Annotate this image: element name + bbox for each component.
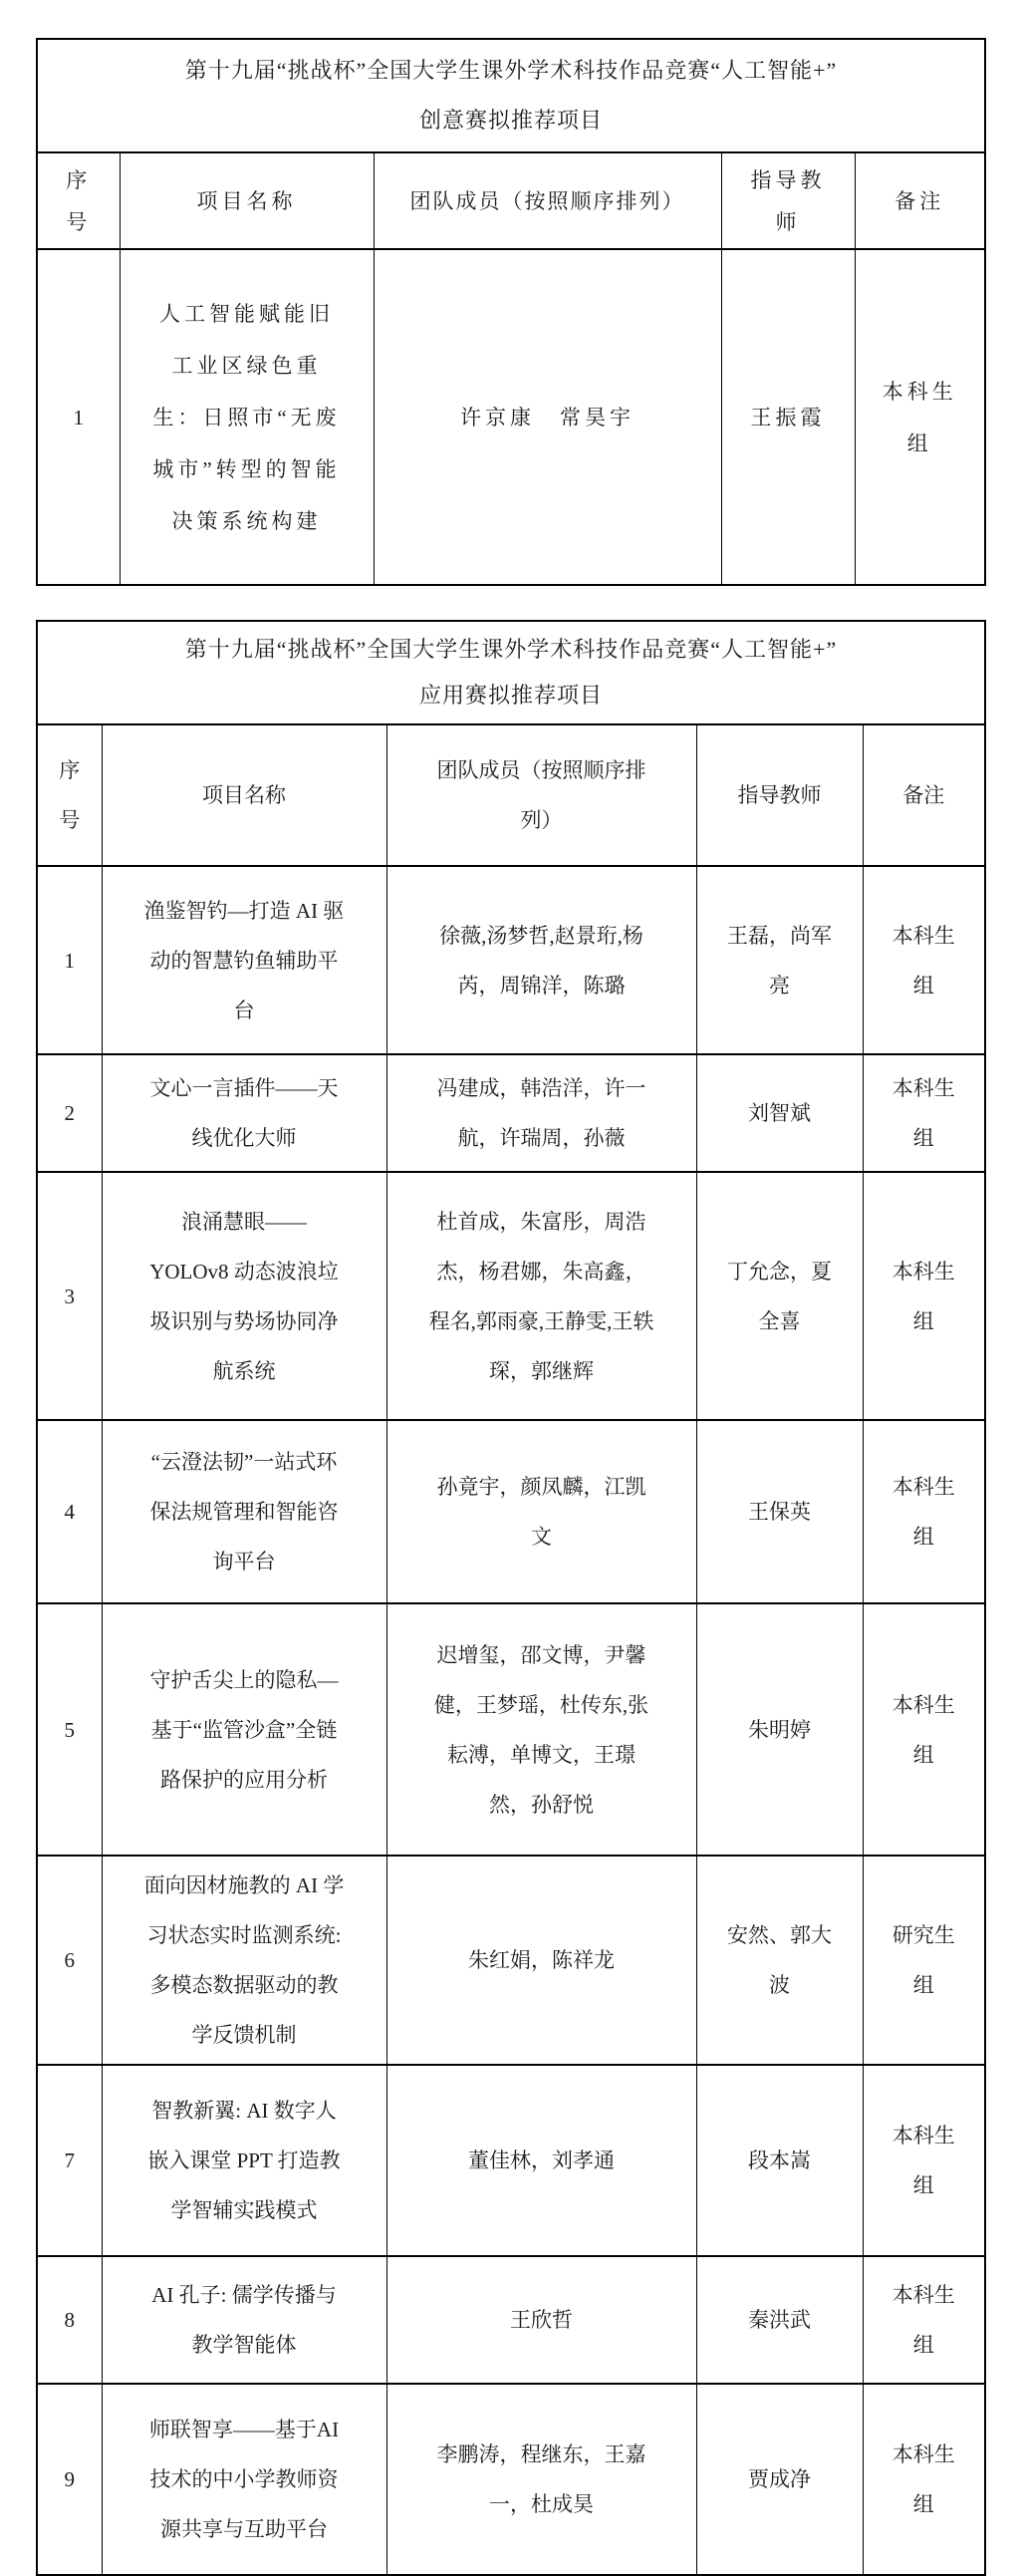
table-title-line1: 第十九届“挑战杯”全国大学生课外学术科技作品竞赛“人工智能+” <box>184 637 838 662</box>
table-row <box>37 866 985 1054</box>
advisors-cell: 丁允念，夏全喜 <box>696 1172 863 1420</box>
advisors-cell: 王磊，尚军亮 <box>696 866 863 1054</box>
remark-cell: 本科生组 <box>863 866 985 1054</box>
advisors-cell: 刘智斌 <box>696 1054 863 1172</box>
col-header-team-members: 团队成员（按照顺序排列） <box>374 152 721 249</box>
table-row <box>37 2384 985 2575</box>
col-header-advisors: 指导教师 <box>721 152 855 249</box>
col-header-team-members: 团队成员（按照顺序排列） <box>386 724 696 866</box>
team-members-cell: 朱红娟，陈祥龙 <box>386 1856 696 2065</box>
remark-cell: 本科生组 <box>855 249 985 585</box>
project-name-cell: 守护舌尖上的隐私—基于“监管沙盒”全链路保护的应用分析 <box>102 1603 386 1856</box>
project-name-cell: “云澄法韧”一站式环保法规管理和智能咨询平台 <box>102 1420 386 1603</box>
project-name-cell: 文心一言插件——天线优化大师 <box>102 1054 386 1172</box>
serial-cell: 7 <box>37 2065 102 2256</box>
project-name-cell: 师联智享——基于AI 技术的中小学教师资源共享与互助平台 <box>102 2384 386 2575</box>
table-title-row <box>37 39 985 152</box>
table-title <box>37 39 985 152</box>
advisors-cell: 王振霞 <box>721 249 855 585</box>
team-members-cell: 许京康 常昊宇 <box>374 249 721 585</box>
competition-table-creative <box>36 38 986 586</box>
project-name-cell: AI 孔子: 儒学传播与教学智能体 <box>102 2256 386 2384</box>
team-members-cell: 李鹏涛，程继东，王嘉一，杜成昊 <box>386 2384 696 2575</box>
team-members-cell: 王欣哲 <box>386 2256 696 2384</box>
table-row <box>37 249 985 585</box>
remark-cell: 本科生组 <box>863 1420 985 1603</box>
col-header-remark: 备注 <box>855 152 985 249</box>
remark-cell: 本科生组 <box>863 2256 985 2384</box>
serial-cell: 1 <box>37 866 102 1054</box>
serial-cell: 2 <box>37 1054 102 1172</box>
col-header-remark: 备注 <box>863 724 985 866</box>
team-members-cell: 冯建成，韩浩洋，许一航，许瑞周，孙薇 <box>386 1054 696 1172</box>
serial-cell: 9 <box>37 2384 102 2575</box>
serial-cell: 4 <box>37 1420 102 1603</box>
table-title-row <box>37 621 985 724</box>
col-header-serial: 序号 <box>37 724 102 866</box>
table-row <box>37 1856 985 2065</box>
table-row <box>37 2065 985 2256</box>
team-members-cell: 杜首成，朱富彤，周浩杰，杨君娜，朱高鑫，程名,郭雨豪,王静雯,王轶琛，郭继辉 <box>386 1172 696 1420</box>
table-header-row <box>37 152 985 249</box>
team-members-cell: 徐薇,汤梦哲,赵景珩,杨芮，周锦洋，陈璐 <box>386 866 696 1054</box>
col-header-advisors: 指导教师 <box>696 724 863 866</box>
table-row <box>37 1172 985 1420</box>
serial-cell: 6 <box>37 1856 102 2065</box>
project-name-cell: 面向因材施教的 AI 学习状态实时监测系统:多模态数据驱动的教学反馈机制 <box>102 1856 386 2065</box>
advisors-cell: 王保英 <box>696 1420 863 1603</box>
table-row <box>37 2256 985 2384</box>
competition-table-application <box>36 620 986 2576</box>
project-name-cell: 渔鉴智钓—打造 AI 驱动的智慧钓鱼辅助平台 <box>102 866 386 1054</box>
table-title-line1: 第十九届“挑战杯”全国大学生课外学术科技作品竞赛“人工智能+” <box>184 58 838 83</box>
advisors-cell: 秦洪武 <box>696 2256 863 2384</box>
table-header-row <box>37 724 985 866</box>
remark-cell: 研究生组 <box>863 1856 985 2065</box>
table-row <box>37 1603 985 1856</box>
col-header-project-name: 项目名称 <box>120 152 374 249</box>
remark-cell: 本科生组 <box>863 1172 985 1420</box>
serial-cell: 3 <box>37 1172 102 1420</box>
table-title-line2: 应用赛拟推荐项目 <box>419 683 604 708</box>
project-name-cell: 人工智能赋能旧工业区绿色重生：日照市“无废城市”转型的智能决策系统构建 <box>120 249 374 585</box>
serial-cell: 1 <box>37 249 120 585</box>
remark-cell: 本科生组 <box>863 2384 985 2575</box>
table-row <box>37 1054 985 1172</box>
col-header-project-name: 项目名称 <box>102 724 386 866</box>
remark-cell: 本科生组 <box>863 2065 985 2256</box>
remark-cell: 本科生组 <box>863 1603 985 1856</box>
table-title <box>37 621 985 724</box>
table-row <box>37 1420 985 1603</box>
team-members-cell: 董佳林，刘孝通 <box>386 2065 696 2256</box>
remark-cell: 本科生组 <box>863 1054 985 1172</box>
serial-cell: 5 <box>37 1603 102 1856</box>
advisors-cell: 安然、郭大波 <box>696 1856 863 2065</box>
advisors-cell: 段本嵩 <box>696 2065 863 2256</box>
serial-cell: 8 <box>37 2256 102 2384</box>
advisors-cell: 朱明婷 <box>696 1603 863 1856</box>
project-name-cell: 浪涌慧眼——YOLOv8 动态波浪垃圾识别与势场协同净航系统 <box>102 1172 386 1420</box>
advisors-cell: 贾成净 <box>696 2384 863 2575</box>
table-title-line2: 创意赛拟推荐项目 <box>419 108 604 133</box>
col-header-serial: 序号 <box>37 152 120 249</box>
team-members-cell: 迟增玺，邵文博，尹馨健，王梦瑶，杜传东,张耘溥，单博文，王璟然，孙舒悦 <box>386 1603 696 1856</box>
project-name-cell: 智教新翼: AI 数字人嵌入课堂 PPT 打造教学智辅实践模式 <box>102 2065 386 2256</box>
team-members-cell: 孙竟宇，颜凤麟，江凯文 <box>386 1420 696 1603</box>
